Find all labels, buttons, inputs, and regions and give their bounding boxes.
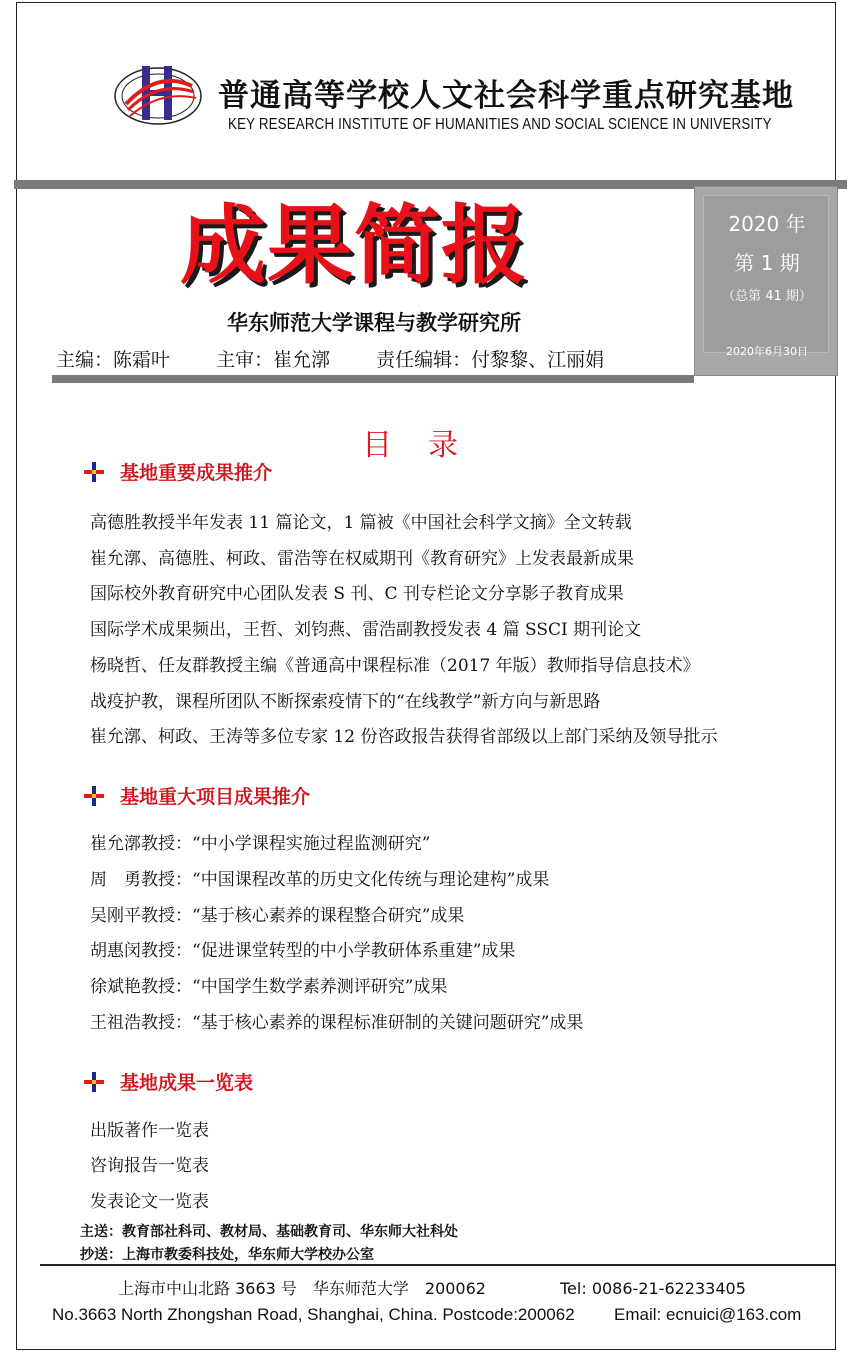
- section-heading-label: 基地成果一览表: [120, 1072, 254, 1094]
- section-heading-label: 基地重大项目成果推介: [120, 786, 311, 808]
- toc-title: 目录: [362, 428, 494, 463]
- section-heading: [84, 782, 310, 809]
- issue-year: 2020 年: [728, 212, 806, 236]
- toc-item[interactable]: 发表论文一览表: [90, 1192, 209, 1212]
- toc-item[interactable]: 高德胜教授半年发表 11 篇论文，1 篇被《中国社会科学文摘》全文转载: [90, 513, 632, 533]
- footer-address-en: No.3663 North Zhongshan Road, Shanghai, China. Postcode:200062: [52, 1305, 575, 1324]
- footer-tel: Tel: 0086-21-62233405: [560, 1279, 746, 1298]
- toc-item[interactable]: 徐斌艳教授：“中国学生数学素养测评研究”成果: [90, 977, 448, 997]
- diamond-bullet-icon: [84, 462, 104, 482]
- footer-address-cn: 上海市中山北路 3663 号 华东师范大学 200062: [118, 1279, 486, 1298]
- toc-item[interactable]: 崔允漷、柯政、王涛等多位专家 12 份咨政报告获得省部级以上部门采纳及领导批示: [90, 727, 718, 747]
- institute-name-cn: 普通高等学校人文社会科学重点研究基地: [218, 78, 794, 114]
- toc-item[interactable]: 战疫护教，课程所团队不断探索疫情下的“在线教学”新方向与新思路: [90, 692, 601, 712]
- reviewer: 主审：崔允漷: [216, 349, 331, 371]
- bulletin-title: 成果简报: [180, 196, 528, 296]
- footer-address-en-row: [52, 1305, 801, 1325]
- section-heading-label: 基地重要成果推介: [120, 462, 273, 484]
- toc-item[interactable]: 杨晓哲、任友群教授主编《普通高中课程标准（2017 年版）教师指导信息技术》: [90, 656, 700, 676]
- toc-item[interactable]: 国际校外教育研究中心团队发表 S 刊、C 刊专栏论文分享影子教育成果: [90, 584, 624, 604]
- footer-divider: [40, 1264, 836, 1266]
- section-heading: [84, 1068, 253, 1095]
- issue-date: 2020年6月30日: [726, 345, 808, 358]
- section-heading: [84, 458, 272, 485]
- institute-logo: [112, 60, 204, 128]
- distribution-cc: 抄送：上海市教委科技处，华东师大学校办公室: [80, 1247, 374, 1263]
- toc-item[interactable]: 出版著作一览表: [90, 1121, 209, 1141]
- issue-info-box: [694, 186, 838, 376]
- toc-item[interactable]: 国际学术成果频出，王哲、刘钧燕、雷浩副教授发表 4 篇 SSCI 期刊论文: [90, 620, 642, 640]
- bottom-divider-bar: [52, 375, 694, 383]
- diamond-bullet-icon: [84, 786, 104, 806]
- toc-item[interactable]: 崔允漷教授：“中小学课程实施过程监测研究”: [90, 834, 431, 854]
- issue-number: 第 1 期: [734, 251, 800, 275]
- toc-item[interactable]: 吴刚平教授：“基于核心素养的课程整合研究”成果: [90, 906, 465, 926]
- footer-email: Email: ecnuici@163.com: [614, 1305, 802, 1324]
- toc-item[interactable]: 崔允漷、高德胜、柯政、雷浩等在权威期刊《教育研究》上发表最新成果: [90, 549, 634, 569]
- responsible-editors: 责任编辑：付黎黎、江丽娟: [376, 349, 605, 371]
- institute-name-en: KEY RESEARCH INSTITUTE OF HUMANITIES AND SOCIAL SCIENCE IN UNIVERSITY: [228, 116, 772, 133]
- distribution-to: 主送：教育部社科司、教材局、基础教育司、华东师大社科处: [80, 1224, 458, 1240]
- chief-editor: 主编：陈霜叶: [56, 349, 171, 371]
- toc-item[interactable]: 周 勇教授：“中国课程改革的历史文化传统与理论建构”成果: [90, 870, 550, 890]
- issue-total: （总第 41 期）: [722, 289, 812, 304]
- diamond-bullet-icon: [84, 1072, 104, 1092]
- editor-credits: [56, 345, 604, 372]
- footer-address-cn-row: [118, 1276, 746, 1299]
- bulletin-subtitle: 华东师范大学课程与教学研究所: [227, 311, 521, 335]
- toc-item[interactable]: 胡惠闵教授：“促进课堂转型的中小学教研体系重建”成果: [90, 941, 516, 961]
- toc-item[interactable]: 王祖浩教授：“基于核心素养的课程标准研制的关键问题研究”成果: [90, 1013, 584, 1033]
- toc-item[interactable]: 咨询报告一览表: [90, 1156, 209, 1176]
